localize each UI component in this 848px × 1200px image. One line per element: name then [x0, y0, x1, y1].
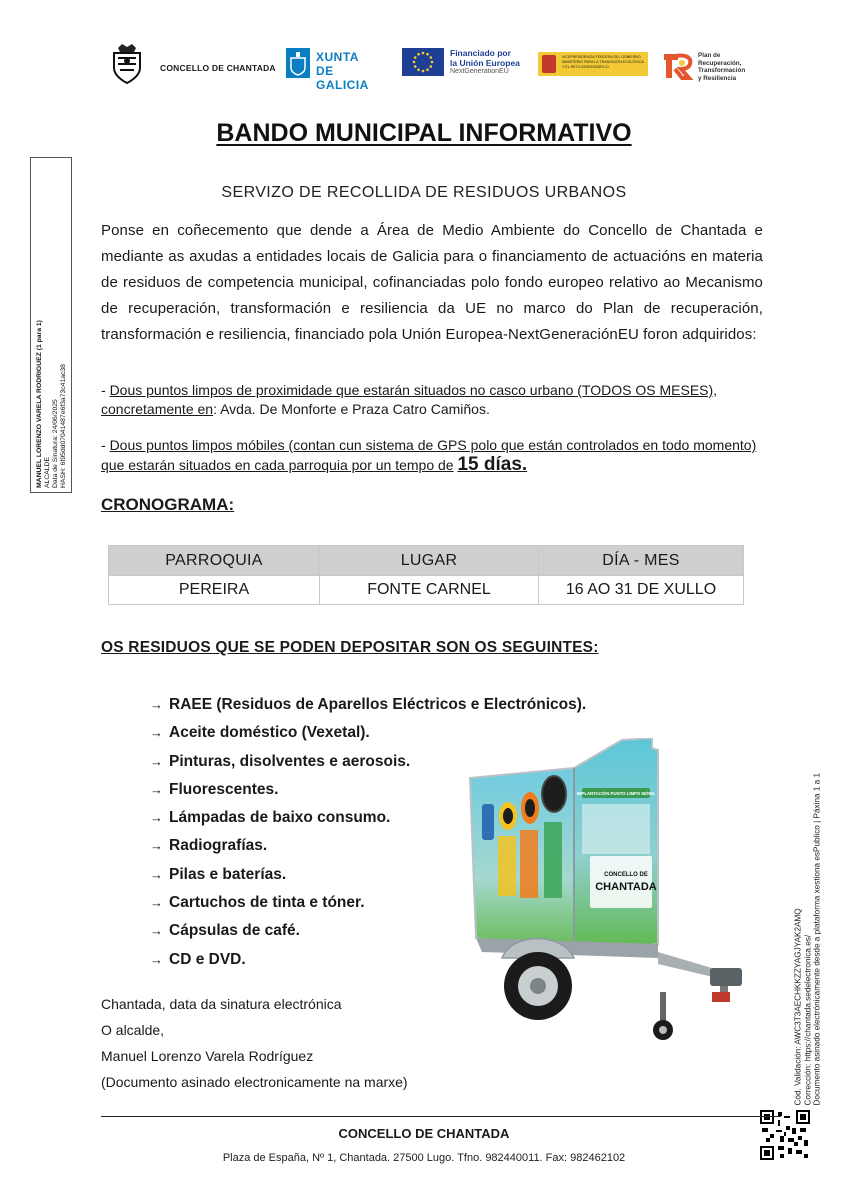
- residue-label: Cartuchos de tinta e tóner.: [169, 894, 365, 912]
- intro-paragraph: Ponse en coñecemento que dende a Área de Medio Ambiente do Concello de Chantada e mediante as axudas a entidades locais de Galicia para o financiamento de actuacións en materia de residuos de competencia municipal, cofinanciadas polo fondo europeo relativo ao Mecanismo de recuperación, transformación e resiliencia da UE no marco do Plan de recuperación, transformación e resiliencia, financiado pola Unión Europea-NextGeneraciónEU foron adquiridos:: [101, 222, 763, 343]
- xunta-emblem-icon: [286, 48, 310, 78]
- signer-role: ALCALDE: [44, 457, 51, 488]
- column-header-parroquia: PARROQUIA: [109, 546, 320, 576]
- residue-label: Radiografías.: [169, 837, 268, 855]
- closing-role: O alcalde,: [101, 1022, 165, 1038]
- xunta-line2: DE GALICIA: [316, 64, 369, 92]
- signature-text-block: [32, 160, 68, 488]
- arrow-icon: →: [150, 951, 163, 967]
- eu-flag-icon: [402, 48, 444, 76]
- residue-label: Pinturas, disolventes e aerosois.: [169, 752, 411, 770]
- duration-highlight: 15 días.: [457, 454, 528, 475]
- arrow-icon: →: [150, 753, 163, 769]
- arrow-icon: →: [150, 895, 163, 911]
- closing-note: (Documento asinado electronicamente na marxe): [101, 1074, 408, 1090]
- trailer-banner: IMPLANTACIÓN PUNTO LIMPO MÓBIL: [576, 791, 656, 796]
- residue-label: CD e DVD.: [169, 950, 246, 968]
- residue-label: RAEE (Residuos de Aparellos Eléctricos e Electrónicos).: [169, 696, 587, 713]
- prtr-emblem-icon: [662, 50, 694, 80]
- footer-address: Plaza de España, Nº 1, Chantada. 27500 Lugo. Tfno. 982440011. Fax: 982462102: [222, 1152, 626, 1164]
- prtr-line3: Transformación: [698, 67, 746, 75]
- column-header-dia-mes: DÍA - MES: [539, 546, 744, 576]
- item-dash: -: [101, 437, 110, 453]
- list-item: [150, 694, 586, 722]
- prtr-line4: y Resiliencia: [698, 74, 737, 82]
- trailer-brand-line2: CHANTADA: [595, 881, 657, 893]
- signature-date: Data de Sinatura: 24/06/2025: [52, 399, 59, 488]
- eu-line3: NextGenerationEU: [450, 68, 509, 75]
- arrow-icon: →: [150, 725, 163, 741]
- page-title: BANDO MUNICIPAL INFORMATIVO: [216, 119, 632, 147]
- table-header-row: [109, 546, 744, 576]
- schedule-table: [108, 545, 744, 605]
- list-item-fixed-points: [101, 381, 763, 419]
- closing-signer-name: Manuel Lorenzo Varela Rodríguez: [101, 1048, 314, 1064]
- mobile-clean-point-trailer-image: [462, 738, 752, 1044]
- footer-council-name: CONCELLO DE CHANTADA: [338, 1126, 510, 1141]
- eu-funding-logo: [402, 48, 526, 78]
- arrow-icon: →: [150, 866, 163, 882]
- arrow-icon: →: [150, 838, 163, 854]
- residues-heading: OS RESIDUOS QUE SE PODEN DEPOSITAR SON OS SEGUINTES:: [101, 639, 599, 656]
- cell-lugar: FONTE CARNEL: [320, 576, 539, 605]
- closing-place-date: Chantada, data da sinatura electrónica: [101, 996, 342, 1012]
- trailer-brand-line1: CONCELLO DE: [604, 872, 648, 878]
- column-header-lugar: LUGAR: [320, 546, 539, 576]
- residue-label: Cápsulas de café.: [169, 922, 300, 940]
- government-ministry-text: VICEPRESIDENCIA TERCERA DEL GOBIERNO MINISTERIO PARA LA TRANSICIÓN ECOLÓGICA Y EL RETO DEMOGRÁFICO: [562, 55, 644, 69]
- list-item-mobile-points: [101, 435, 763, 475]
- footer-divider: [101, 1116, 781, 1117]
- coat-of-arms-icon: [542, 55, 556, 73]
- xunta-logo: [286, 48, 386, 92]
- validation-note: Documento asinado electrónicamente desde a plataforma xestiona esPublico | Páxina 1 a 1: [812, 772, 822, 1105]
- residue-label: Fluorescentes.: [169, 780, 279, 798]
- prtr-text: [698, 52, 745, 82]
- spanish-government-logo: [538, 52, 648, 76]
- residue-label: Pilas e baterías.: [169, 865, 287, 883]
- fixed-points-location: : Avda. De Monforte e Praza Catro Camiños.: [213, 401, 490, 417]
- arrow-icon: →: [150, 923, 163, 939]
- council-name-header: CONCELLO DE CHANTADA: [160, 63, 276, 73]
- arrow-icon: →: [150, 810, 163, 826]
- page-subtitle: SERVIZO DE RECOLLIDA DE RESIDUOS URBANOS: [221, 184, 627, 201]
- signer-name: MANUEL LORENZO VARELA RODRIGUEZ (1 para 1): [36, 320, 43, 488]
- cell-dia-mes: 16 AO 31 DE XULLO: [539, 576, 744, 605]
- eu-line1: Financiado por: [450, 48, 511, 58]
- xunta-line1: XUNTA: [316, 50, 359, 64]
- arrow-icon: →: [150, 697, 163, 712]
- cronograma-heading: CRONOGRAMA:: [101, 495, 235, 514]
- prtr-line1: Plan de: [698, 52, 721, 59]
- arrow-icon: →: [150, 781, 163, 797]
- chantada-shield-logo: [110, 44, 144, 84]
- item-dash: -: [101, 382, 110, 398]
- signature-hash: HASH: 6f95dd07041487e6f3a73c41ac38: [60, 364, 67, 488]
- validation-text-block: [782, 760, 822, 1105]
- fixed-points-text: Dous puntos limpos de proximidade que estarán situados no casco urbano (TODOS OS MESES), concretamente en: [101, 382, 718, 417]
- table-row: [109, 576, 744, 605]
- eu-line2: la Unión Europea: [450, 58, 520, 68]
- validation-code: Cód. Validación: AWC3T3AECHKKZZYAGJYAK2AMQ: [793, 907, 803, 1105]
- recovery-plan-logo: [662, 50, 752, 80]
- mobile-points-text: Dous puntos limpos móbiles (contan cun sistema de GPS polo que están controlados en todo momento) que estarán situados en cada parroquia por un tempo de: [101, 437, 757, 473]
- residue-label: Aceite doméstico (Vexetal).: [169, 724, 370, 742]
- residue-label: Lámpadas de baixo consumo.: [169, 809, 391, 827]
- cell-parroquia: PEREIRA: [109, 576, 320, 605]
- prtr-line2: Recuperación,: [698, 59, 742, 67]
- validation-url: Corrección: https://chantada.sedelectronica.es/: [803, 934, 812, 1105]
